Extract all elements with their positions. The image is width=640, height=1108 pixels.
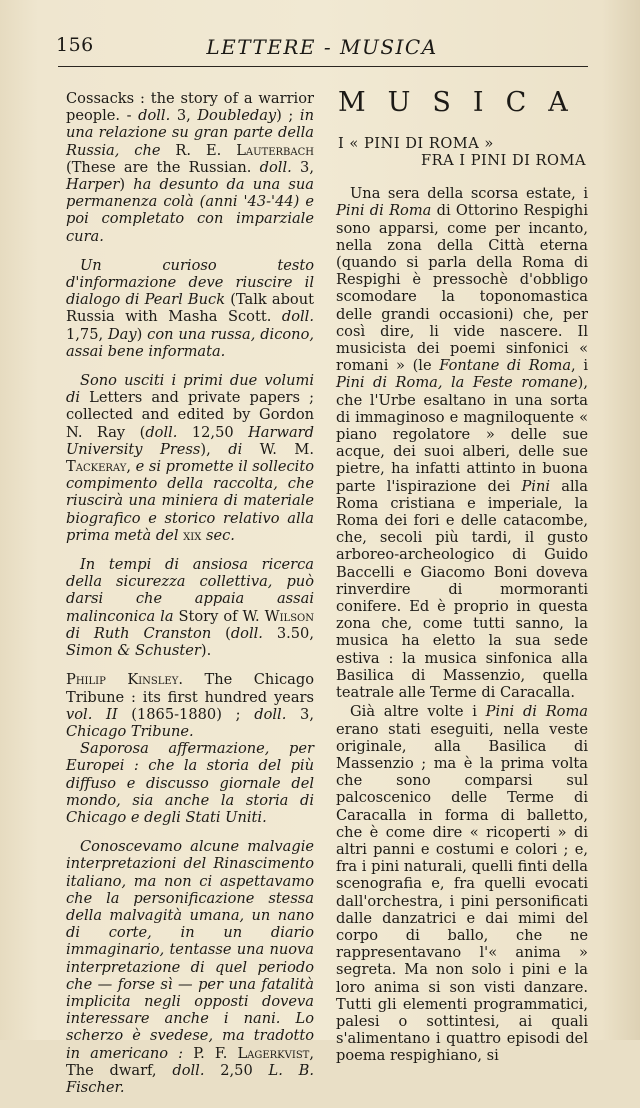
right-column bbox=[336, 87, 590, 1067]
book-note: Un curioso testo d'informazione deve riuscire il dialogo di Pearl Buck (Talk about Russia with Masha Scott. doll. 1,75, Day) con una russa, dicono, assai bene informata. bbox=[66, 256, 314, 360]
running-title: LETTERE - MUSICA bbox=[206, 35, 438, 59]
article-title bbox=[336, 135, 588, 169]
article-paragraph: Già altre volte i Pini di Roma erano stati eseguiti, nella veste originale, alla Basilica di Massenzio ; ma è la prima volta che sono comparsi sul palcoscenico delle Terme di Caracalla in forma di balletto, che è come dire « ricoperti » di altri panni e costumi e colori ; e, fra i pini naturali, quelli finti della scenografia e, fra quelli evocati dall'orchestra, i pini personificati dalle danzatrici e dai mimi del corpo di ballo, che ne rappresentavano l'« anima » segreta. Ma non solo i pini e la loro anima si son visti danzare. Tutti gli elementi programmatici, palesi o sottintesi, ai quali s'alimentano i quattro episodi del poema respighiano, si bbox=[336, 703, 589, 1065]
header-divider bbox=[58, 66, 588, 67]
book-note: Saporosa affermazione, per Europei : che la storia del più diffuso e discusso giornale del mondo, sia anche la storia di Chicago e degli Stati Uniti. bbox=[66, 740, 314, 826]
book-note: Philip Kinsley. The Chicago Tribune : its first hundred years vol. II (1865-1880) ; doll. 3, Chicago Tribune. bbox=[66, 671, 314, 740]
section-heading: MUSICA bbox=[338, 87, 590, 118]
article-paragraph: Una sera della scorsa estate, i Pini di Roma di Ottorino Respighi sono apparsi, come per incanto, nella zona della Città eterna (quando si parla della Roma di Respighi è pressochè d'obbligo scomodare la toponomastica delle grandi occasioni) che, per così dire, li vide nascere. Il musicista dei poemi sinfonici « romani » (le Fontane di Roma, i Pini di Roma, la Feste romane), che l'Urbe esaltano in una sorta di immaginoso e magniloquente « piano regolatore » delle sue acque, dei suoi alberi, delle sue pietre, ha infatti attinto in buona parte l'ispirazione dei Pini alla Roma cristiana e imperiale, la Roma dei fori e delle catacombe, che, secoli più tardi, il gusto arboreo-archeologico di Guido Baccelli e Giacomo Boni doveva rinverdire di mormoranti conifere. Ed è proprio in questa zona che, come tutti sanno, la musica ha eletto la sua sede estiva : la musica sinfonica alla Basilica di Massenzio, quella teatrale alle Terme di Caracalla. bbox=[336, 185, 588, 702]
book-note: In tempi di ansiosa ricerca della sicurezza collettiva, può darsi che appaia assai malinconica la Story of W. Wilson di Ruth Cranston (doll. 3.50, Simon & Schuster). bbox=[66, 556, 314, 660]
running-header bbox=[56, 34, 588, 60]
article-title-line: I « PINI DI ROMA » bbox=[338, 135, 494, 153]
page-number: 156 bbox=[56, 34, 94, 56]
book-note: Cossacks : the story of a warrior people. - doll. 3, Doubleday) ; in una relazione su gran parte della Russia, che R. E. Lauterbach (These are the Russian. doll. 3, Harper) ha desunto da una sua permanenza colà (anni '43-'44) e poi completato con imparziale cura. bbox=[66, 90, 314, 245]
book-note: Conoscevamo alcune malvagie interpretazioni del Rinascimento italiano, ma non ci aspettavamo che la personificazione stessa della malvagità umana, un nano di corte, in un diario immaginario, tentasse una nuova interpretazione di quel periodo che — forse sì — per una fatalità implicita negli opposti doveva interessare anche i nani. Lo scherzo è svedese, ma tradotto in americano : P. F. Lagerkvist, The dwarf, doll. 2,50 L. B. Fischer. bbox=[66, 838, 314, 1096]
book-note: Sono usciti i primi due volumi di Letters and private papers ; collected and edited by Gordon N. Ray (doll. 12,50 Harward University Press), di W. M. Tackeray, e si promette il sollecito compimento della raccolta, che riuscirà una miniera di materiale biografico e storico relativo alla prima metà del xix sec. bbox=[66, 372, 314, 544]
article-title-line: FRA I PINI DI ROMA bbox=[421, 152, 586, 170]
left-column bbox=[66, 90, 314, 1108]
